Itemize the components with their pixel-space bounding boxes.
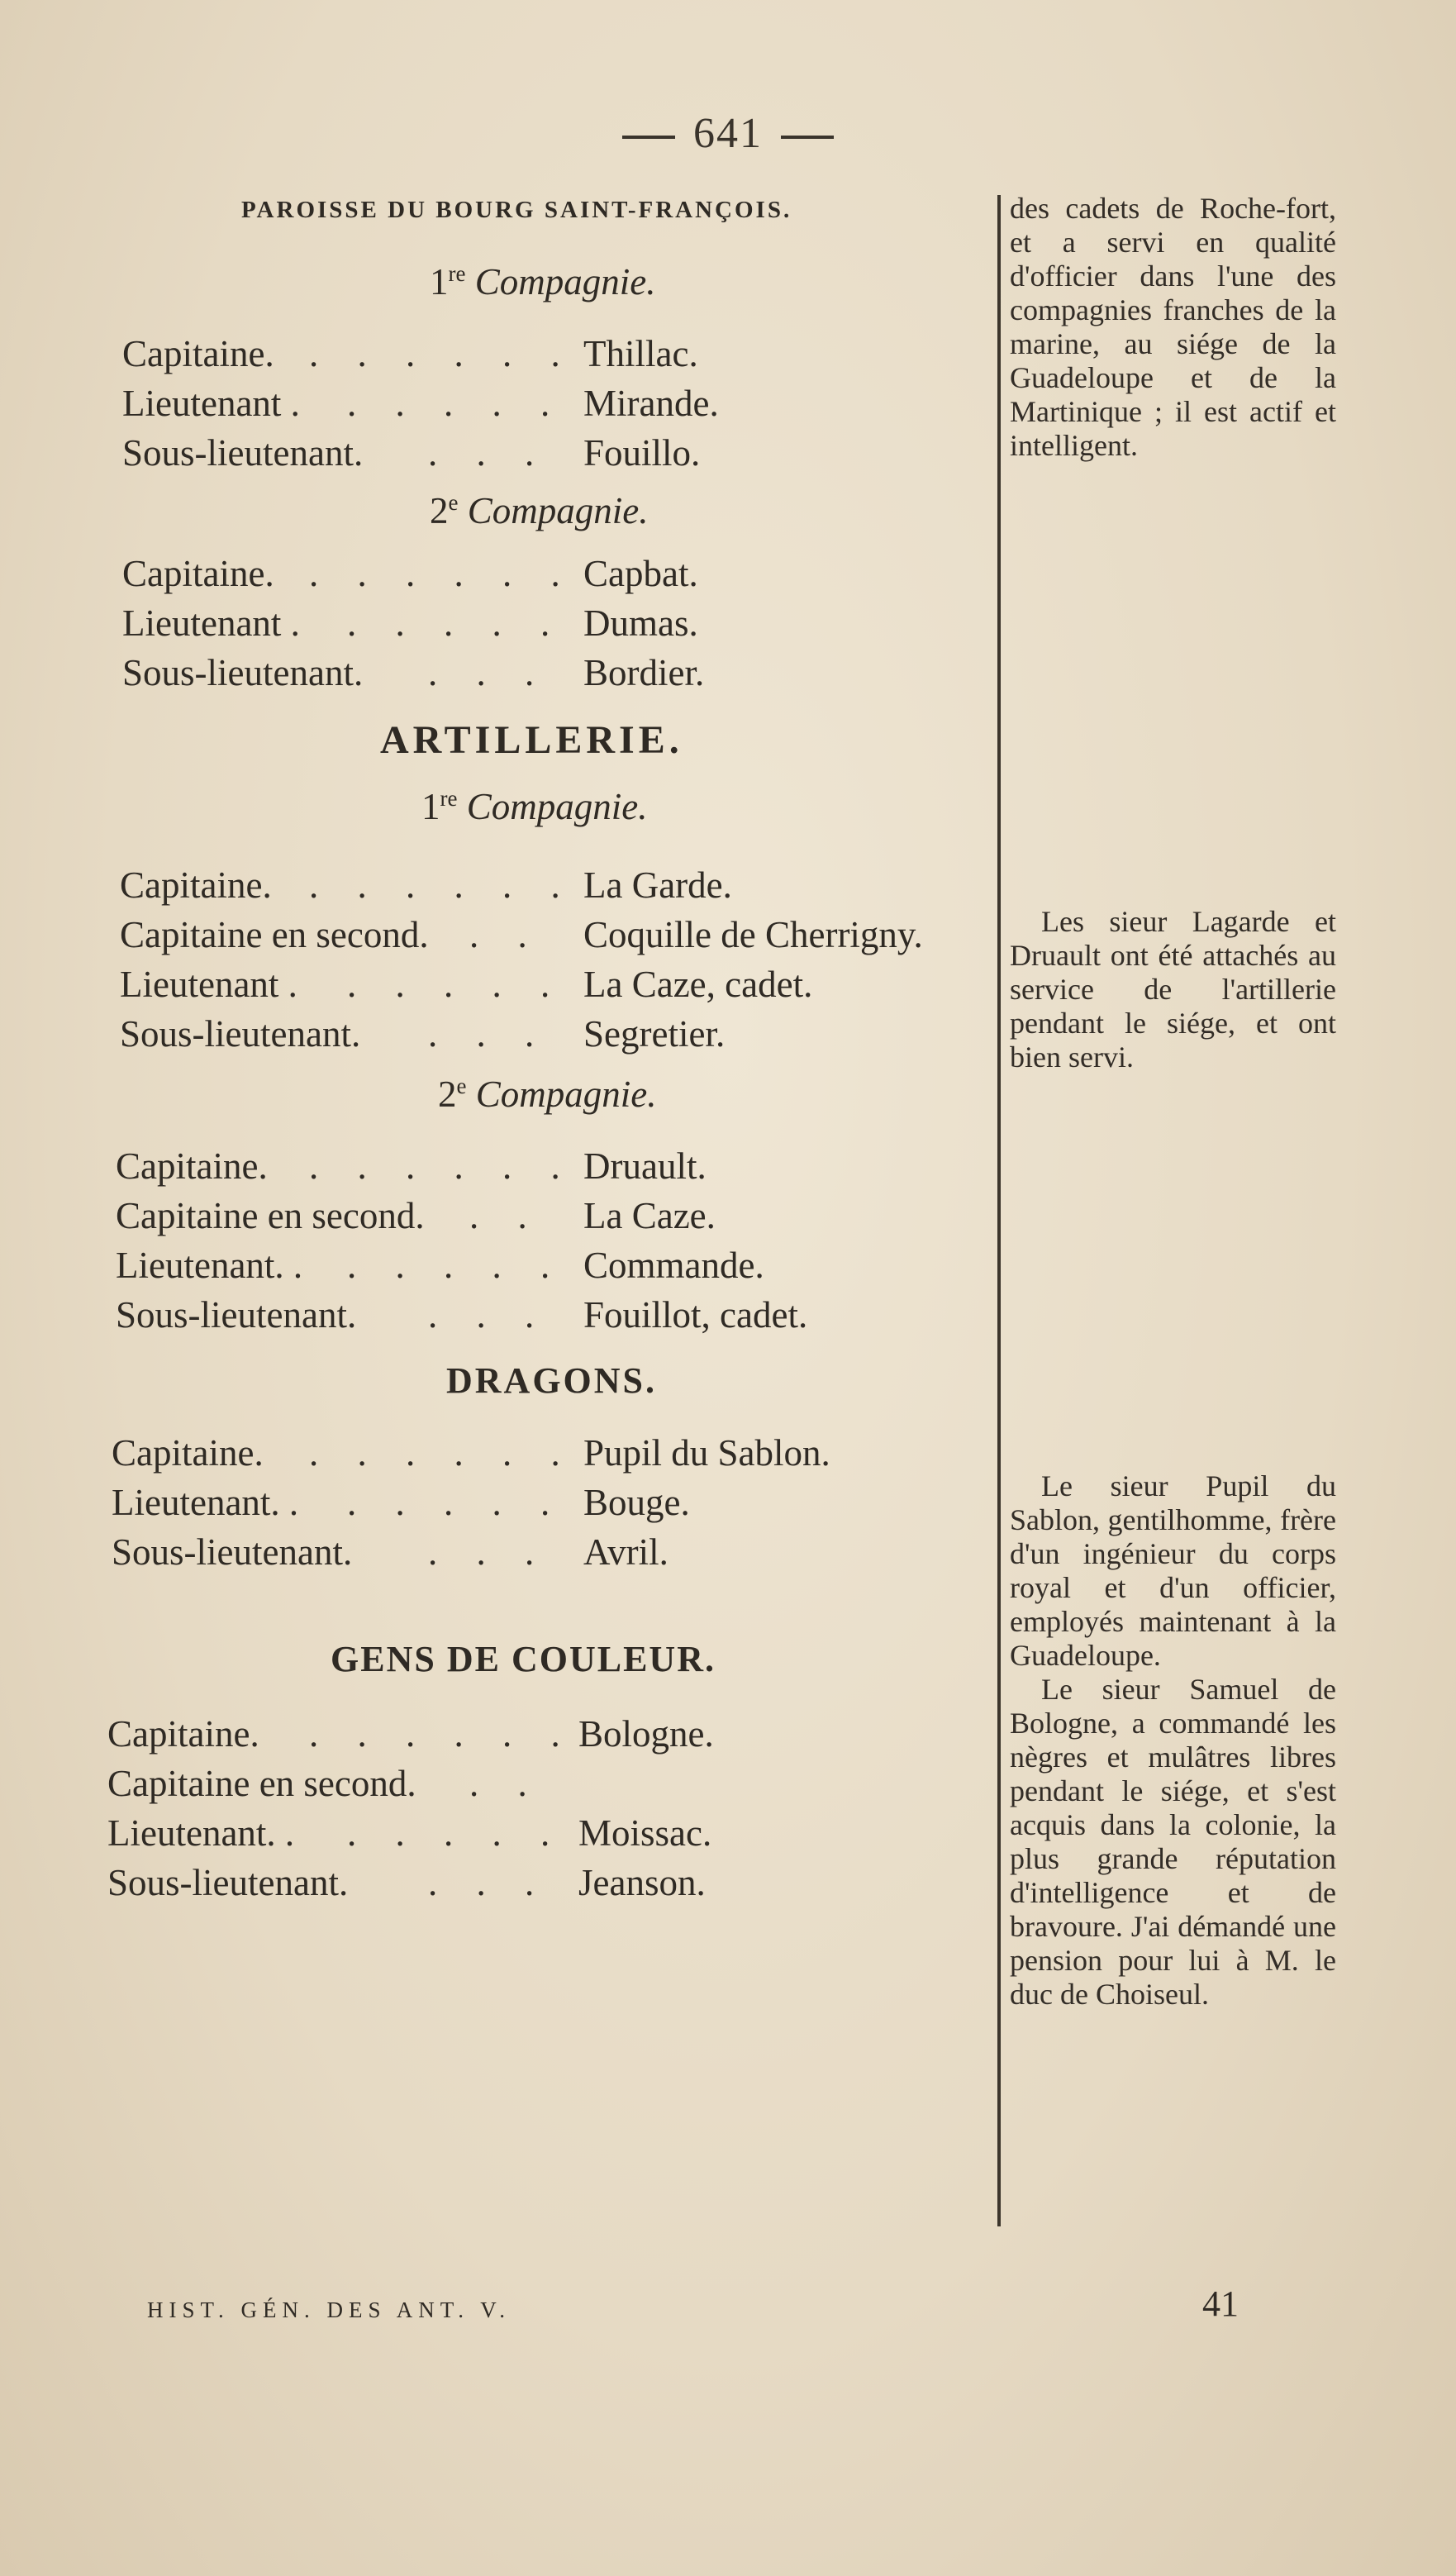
roster-row: Lieutenant . . . . . . Dumas. bbox=[122, 602, 698, 644]
roster-row: Sous-lieutenant. . . . Bordier. bbox=[122, 652, 705, 693]
company-heading: 2e Compagnie. bbox=[438, 1074, 657, 1115]
section-gens-de-couleur: GENS DE COULEUR. bbox=[331, 1639, 716, 1679]
roster-row: Lieutenant. . . . . . . Commande. bbox=[116, 1245, 764, 1286]
section-artillerie: ARTILLERIE. bbox=[380, 718, 683, 762]
parish-title: PAROISSE DU BOURG SAINT-FRANÇOIS. bbox=[241, 197, 792, 223]
roster-row: Lieutenant . . . . . . Mirande. bbox=[122, 383, 719, 424]
roster-row: Capitaine en second. . . La Caze. bbox=[116, 1195, 716, 1236]
column-divider bbox=[997, 195, 1001, 2226]
roster-row: Capitaine. . . . . . . Bologne. bbox=[107, 1713, 714, 1755]
roster-row: Lieutenant. . . . . . . Bouge. bbox=[112, 1482, 690, 1523]
roster-row: Lieutenant . . . . . . La Caze, cadet. bbox=[120, 964, 813, 1005]
roster-row: Capitaine en second. . . Coquille de Cherrigny. bbox=[120, 914, 923, 955]
roster-row: Sous-lieutenant. . . . Segretier. bbox=[120, 1013, 726, 1055]
roster-row: Sous-lieutenant. . . . Fouillo. bbox=[122, 432, 701, 474]
company-heading: 1re Compagnie. bbox=[421, 786, 648, 827]
roster-row: Capitaine en second. . . bbox=[107, 1763, 542, 1804]
footer-signature: HIST. GÉN. DES ANT. V. bbox=[147, 2297, 512, 2322]
section-dragons: DRAGONS. bbox=[446, 1360, 658, 1401]
margin-note: Les sieur Lagarde et Druault ont été attachés au service de l'artillerie pendant le siége, et ont bien servi. bbox=[1010, 905, 1336, 1074]
page-number-text: 641 bbox=[693, 110, 763, 157]
roster-row: Capitaine. . . . . . . La Garde. bbox=[120, 864, 732, 906]
roster-row: Capitaine. . . . . . . Capbat. bbox=[122, 553, 698, 594]
roster-row: Capitaine. . . . . . . Pupil du Sablon. bbox=[112, 1432, 830, 1474]
roster-row: Sous-lieutenant. . . . Fouillot, cadet. bbox=[116, 1294, 808, 1336]
roster-row: Sous-lieutenant. . . . Avril. bbox=[112, 1531, 669, 1573]
roster-row: Capitaine. . . . . . . Thillac. bbox=[122, 333, 698, 374]
company-heading: 2e Compagnie. bbox=[430, 490, 649, 531]
margin-note: Le sieur Pupil du Sablon, gentilhomme, frère d'un ingénieur du corps royal et d'un officier, employés maintenant à la Guadeloupe. Le sieur Samuel de Bologne, a commandé les nègres et mulâtres libres pendant le siége, et s'est acquis dans la colonie, la plus grande réputation d'intelligence et de bravoure. J'ai démandé une pension pour lui à M. le duc de Choiseul. bbox=[1010, 1469, 1336, 2011]
footer-signature-number: 41 bbox=[1202, 2283, 1239, 2324]
company-heading: 1re Compagnie. bbox=[430, 261, 656, 302]
roster-row: Sous-lieutenant. . . . Jeanson. bbox=[107, 1862, 706, 1903]
roster-row: Capitaine. . . . . . . Druault. bbox=[116, 1145, 707, 1187]
margin-note: des cadets de Roche-fort, et a servi en qualité d'officier dans l'une des compagnies franches de la marine, au siége de la Guadeloupe et de la Martinique ; il est actif et intelligent. bbox=[1010, 192, 1336, 462]
roster-row: Lieutenant. . . . . . . Moissac. bbox=[107, 1812, 712, 1854]
